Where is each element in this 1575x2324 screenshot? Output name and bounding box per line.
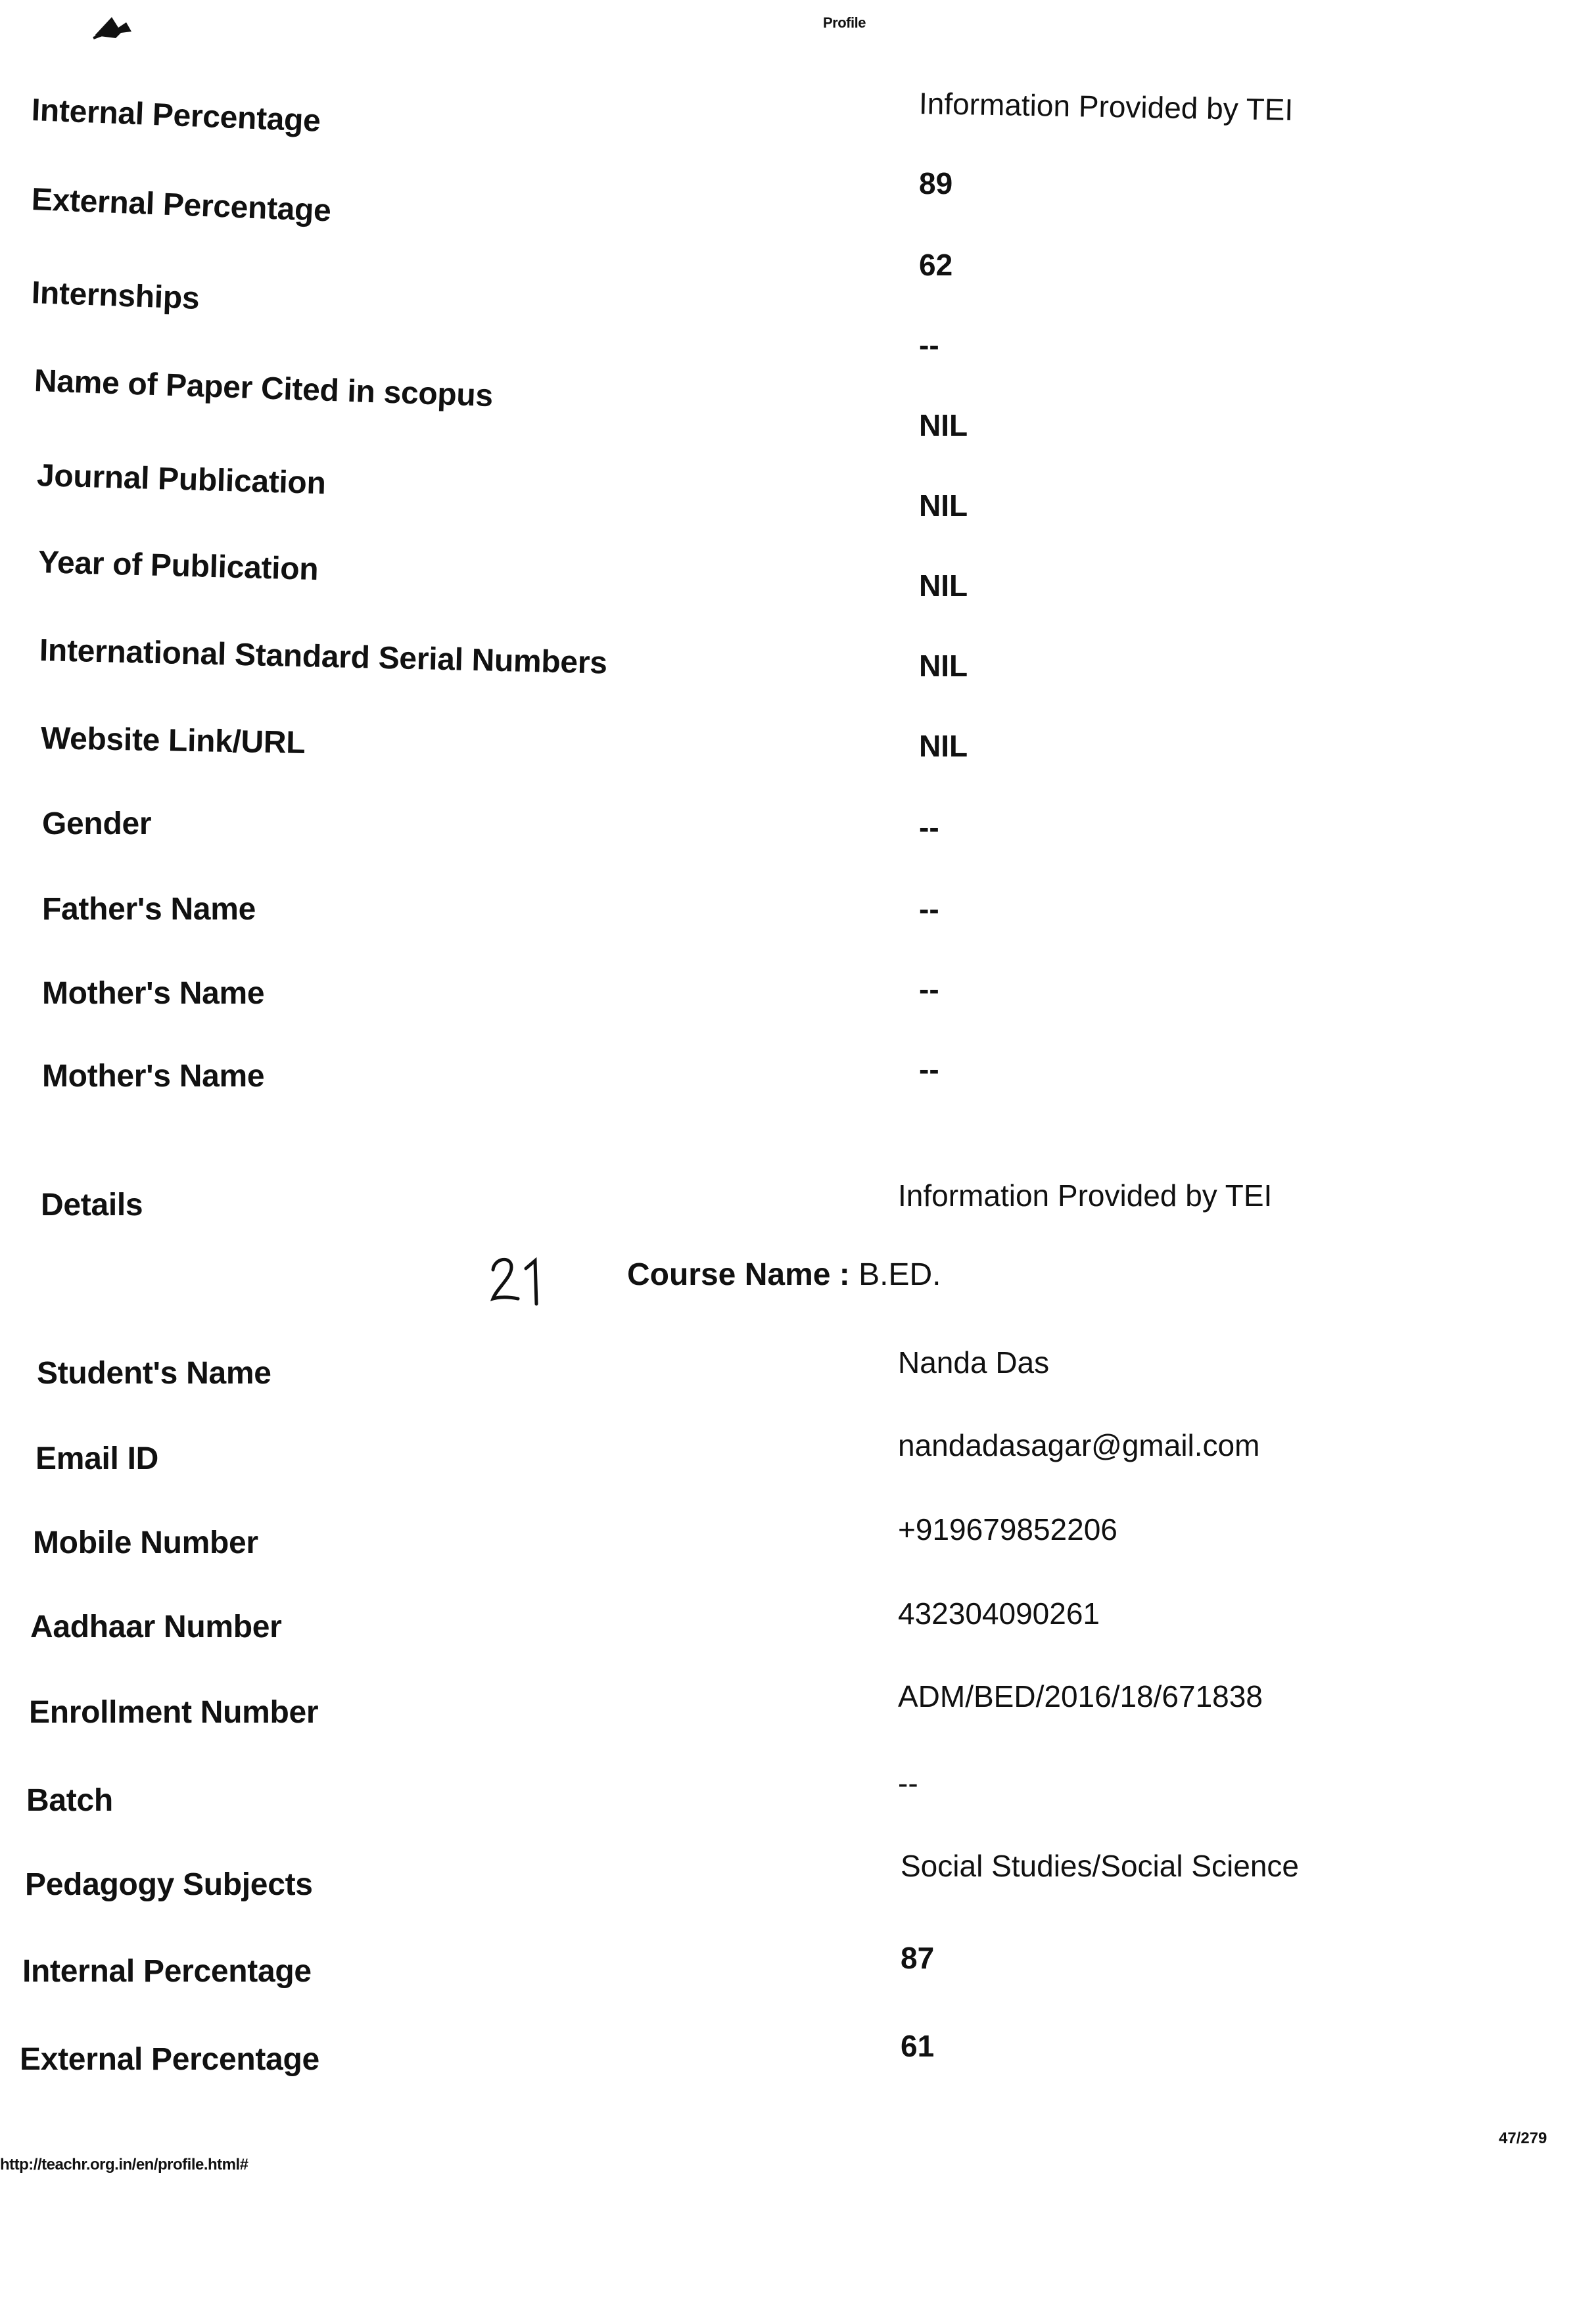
row-value-issn: NIL	[919, 649, 968, 683]
row-label-email-id: Email ID	[35, 1441, 158, 1476]
row-label-paper-cited-scopus: Name of Paper Cited in scopus	[34, 363, 494, 414]
row-label-internal-percentage: Internal Percentage	[30, 93, 321, 139]
details-label: Details	[41, 1188, 143, 1222]
handwritten-number	[488, 1249, 553, 1308]
footer-page-number: 47/279	[1499, 2129, 1547, 2147]
row-label-enrollment-number: Enrollment Number	[29, 1695, 319, 1730]
row-value-batch: --	[898, 1766, 918, 1800]
course-name-label: Course Name :	[627, 1257, 850, 1292]
section-1-header-value: Information Provided by TEI	[918, 86, 1294, 127]
row-label-issn: International Standard Serial Numbers	[39, 633, 608, 681]
row-value-internal-percentage: 89	[919, 166, 953, 200]
row-value-email-id: nandadasagar@gmail.com	[898, 1428, 1260, 1462]
row-label-year-of-publication: Year of Publication	[37, 545, 319, 588]
row-label-internships: Internships	[31, 275, 200, 316]
row-value-fathers-name: --	[919, 892, 939, 926]
row-label-journal-publication: Journal Publication	[36, 458, 327, 501]
row-label-fathers-name: Father's Name	[42, 892, 256, 927]
row-value-internships: --	[919, 328, 939, 362]
row-value-external-percentage: 62	[919, 248, 953, 282]
row-value-year-of-publication: NIL	[919, 569, 968, 603]
row-value-paper-cited-scopus: NIL	[919, 408, 968, 442]
details-value: Information Provided by TEI	[898, 1178, 1273, 1213]
row-value-mothers-name: --	[919, 972, 939, 1006]
row-value-mobile-number: +919679852206	[898, 1512, 1117, 1546]
row-value-gender: --	[919, 810, 939, 845]
page-header-title: Profile	[823, 14, 866, 31]
course-name-value: B.ED.	[858, 1257, 941, 1292]
row-label-mothers-name: Mother's Name	[42, 976, 265, 1011]
row-label-external-percentage-2: External Percentage	[20, 2042, 319, 2077]
row-value-pedagogy-subjects: Social Studies/Social Science	[901, 1849, 1299, 1883]
row-value-aadhaar-number: 432304090261	[898, 1596, 1100, 1631]
row-label-pedagogy-subjects: Pedagogy Subjects	[25, 1867, 313, 1902]
row-label-aadhaar-number: Aadhaar Number	[30, 1610, 282, 1644]
row-label-internal-percentage-2: Internal Percentage	[22, 1954, 312, 1989]
row-value-mothers-name-2: --	[919, 1052, 939, 1086]
row-label-gender: Gender	[42, 806, 152, 841]
row-label-mothers-name-2: Mother's Name	[42, 1059, 265, 1094]
row-value-internal-percentage-2: 87	[901, 1941, 935, 1975]
row-label-website-link: Website Link/URL	[40, 721, 306, 761]
row-label-mobile-number: Mobile Number	[33, 1525, 258, 1560]
row-value-external-percentage-2: 61	[901, 2029, 935, 2063]
row-value-enrollment-number: ADM/BED/2016/18/671838	[898, 1679, 1263, 1713]
row-value-journal-publication: NIL	[919, 488, 968, 523]
row-value-website-link: NIL	[919, 729, 968, 763]
scribble-mark-icon	[92, 9, 138, 42]
row-label-batch: Batch	[26, 1783, 113, 1818]
row-label-external-percentage: External Percentage	[30, 182, 332, 229]
footer-url: http://teachr.org.in/en/profile.html#	[0, 2156, 248, 2173]
row-label-students-name: Student's Name	[37, 1356, 271, 1391]
course-name	[627, 1257, 941, 1293]
row-value-students-name: Nanda Das	[898, 1345, 1050, 1380]
